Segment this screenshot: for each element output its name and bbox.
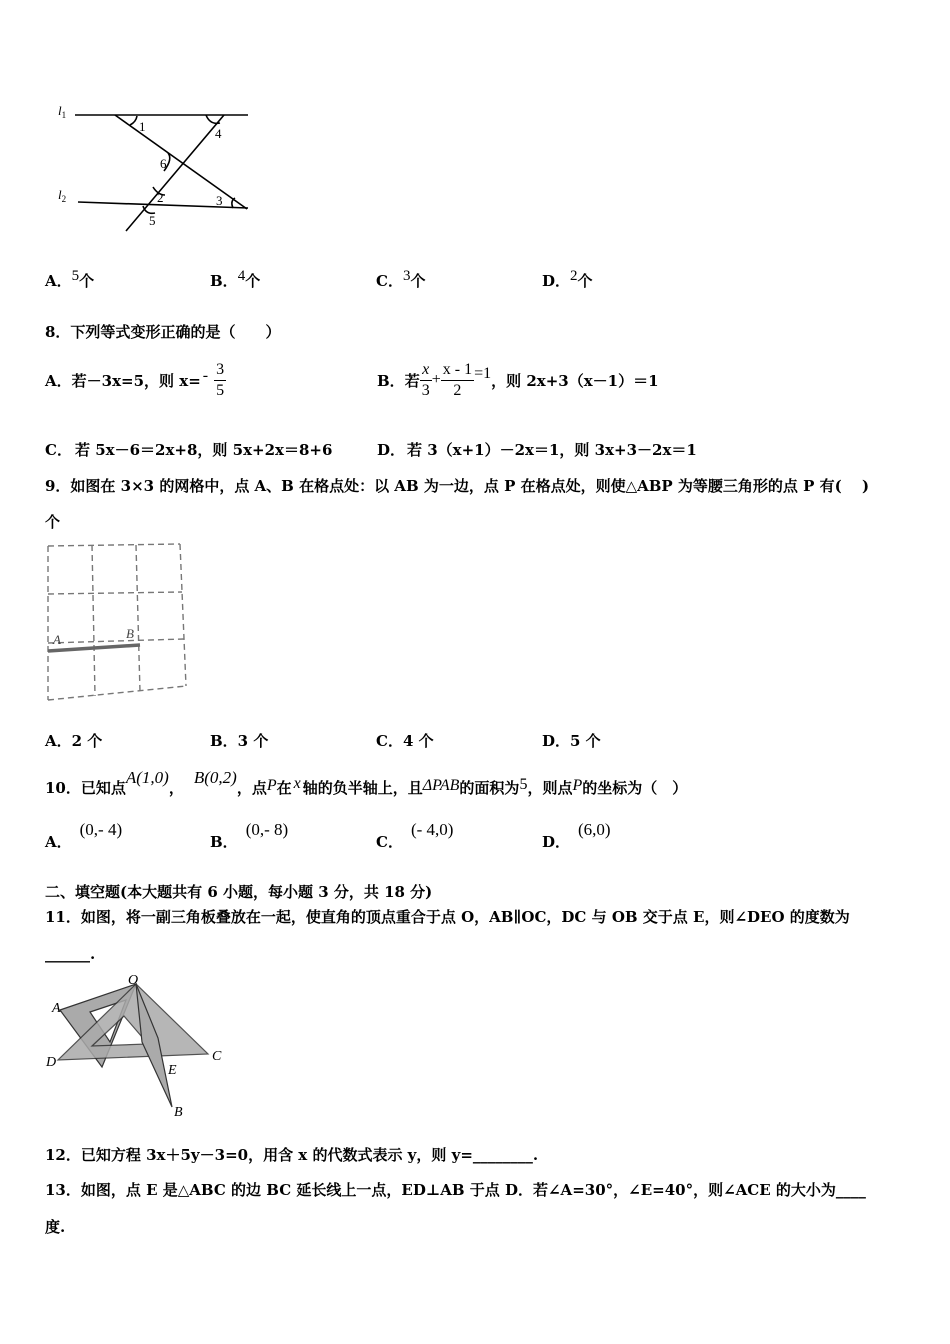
q13-stem-cont: 度.: [45, 1218, 66, 1236]
q10-stem: 10．已知点 A(1,0) ， B(0,2) ，点 P 在 x 轴的负半轴上，且 ΔPAB 的面积为 5 ，则点 P 的坐标为（ ）: [45, 768, 688, 797]
q10-option-b[interactable]: B． (0,- 8): [210, 820, 289, 851]
q9-stem-cont: 个: [45, 513, 61, 531]
q8-option-c-letter: C．: [45, 441, 72, 459]
label-angle-5: 5: [149, 213, 156, 228]
q8-stem: 8．下列等式变形正确的是（ ）: [45, 323, 281, 341]
q7-option-b[interactable]: B．4个: [210, 268, 261, 290]
q9-stem: 9．如图在 3×3 的网格中，点 A、B 在格点处：以 AB 为一边，点 P 在格点处，则使△ABP 为等腰三角形的点 P 有( ): [45, 477, 870, 495]
label-angle-2: 2: [157, 190, 164, 205]
q11-triangles-figure: [40, 970, 240, 1125]
q10-point-a: A(1,0): [125, 768, 169, 787]
label-b: B: [174, 1105, 183, 1120]
label-l2: $l_2$: [58, 187, 67, 204]
q12-stem: 12．已知方程 3x＋5y－3=0，用含 x 的代数式表示 y，则 y=________.: [45, 1146, 539, 1164]
label-angle-1: 1: [139, 119, 146, 134]
q13-stem: 13．如图，点 E 是△ABC 的边 BC 延长线上一点，ED⊥AB 于点 D．若∠A=30°，∠E=40°，则∠ACE 的大小为____: [45, 1181, 866, 1199]
q10-option-d[interactable]: D． (6,0): [542, 820, 611, 851]
q8-option-c[interactable]: 若 5x－6＝2x+8，则 5x+2x＝8+6: [75, 441, 333, 459]
q10-point-b: B(0,2): [193, 768, 237, 787]
q8-option-a[interactable]: A． 若－3x=5，则 x= - $\frac{3}{5}$: [45, 360, 225, 399]
label-l1: $l_1$: [58, 103, 67, 120]
transversal-1: [115, 115, 247, 209]
angle-arc-1: [130, 116, 137, 125]
q9-option-d[interactable]: D．5 个: [542, 732, 601, 750]
label-a: A: [52, 1001, 61, 1016]
q8-option-d[interactable]: 若 3（x+1）－2x＝1，则 3x+3－2x＝1: [407, 441, 697, 459]
q7-option-d[interactable]: D．2个: [542, 268, 593, 290]
label-c: C: [212, 1049, 222, 1064]
q7-option-a[interactable]: A．5个: [45, 268, 95, 290]
section-heading: 二、填空题(本大题共有 6 小题，每小题 3 分，共 18 分): [45, 883, 433, 901]
q9-option-c[interactable]: C．4 个: [376, 732, 434, 750]
q7-figure: [40, 95, 260, 240]
point-b-label: B: [126, 626, 134, 641]
q9-option-a[interactable]: A．2 个: [45, 732, 103, 750]
label-o: O: [128, 973, 139, 988]
label-angle-3: 3: [216, 193, 223, 208]
q9-option-b[interactable]: B．3 个: [210, 732, 269, 750]
q9-grid-figure: [40, 538, 195, 708]
q7-option-c[interactable]: C．3个: [376, 268, 426, 290]
label-e: E: [168, 1063, 177, 1078]
q11-answer-blank: ______.: [45, 945, 96, 963]
q8-option-b[interactable]: B． 若 $\frac{x}{3}$ + $\frac{x - 1}{2}$ =1 ，则 2x+3（x－1）＝1: [377, 360, 659, 399]
q10-option-c[interactable]: C． (- 4,0): [376, 820, 454, 851]
q8-option-d-letter: D．: [377, 441, 406, 459]
label-angle-4: 4: [215, 126, 222, 141]
point-a-label: A: [53, 632, 61, 647]
q11-stem: 11．如图，将一副三角板叠放在一起，使直角的顶点重合于点 O，AB∥OC，DC 与 OB 交于点 E，则∠DEO 的度数为: [45, 908, 850, 926]
label-angle-6: 6: [160, 156, 167, 171]
label-d: D: [46, 1055, 57, 1070]
q10-option-a[interactable]: A． (0,- 4): [45, 820, 123, 851]
